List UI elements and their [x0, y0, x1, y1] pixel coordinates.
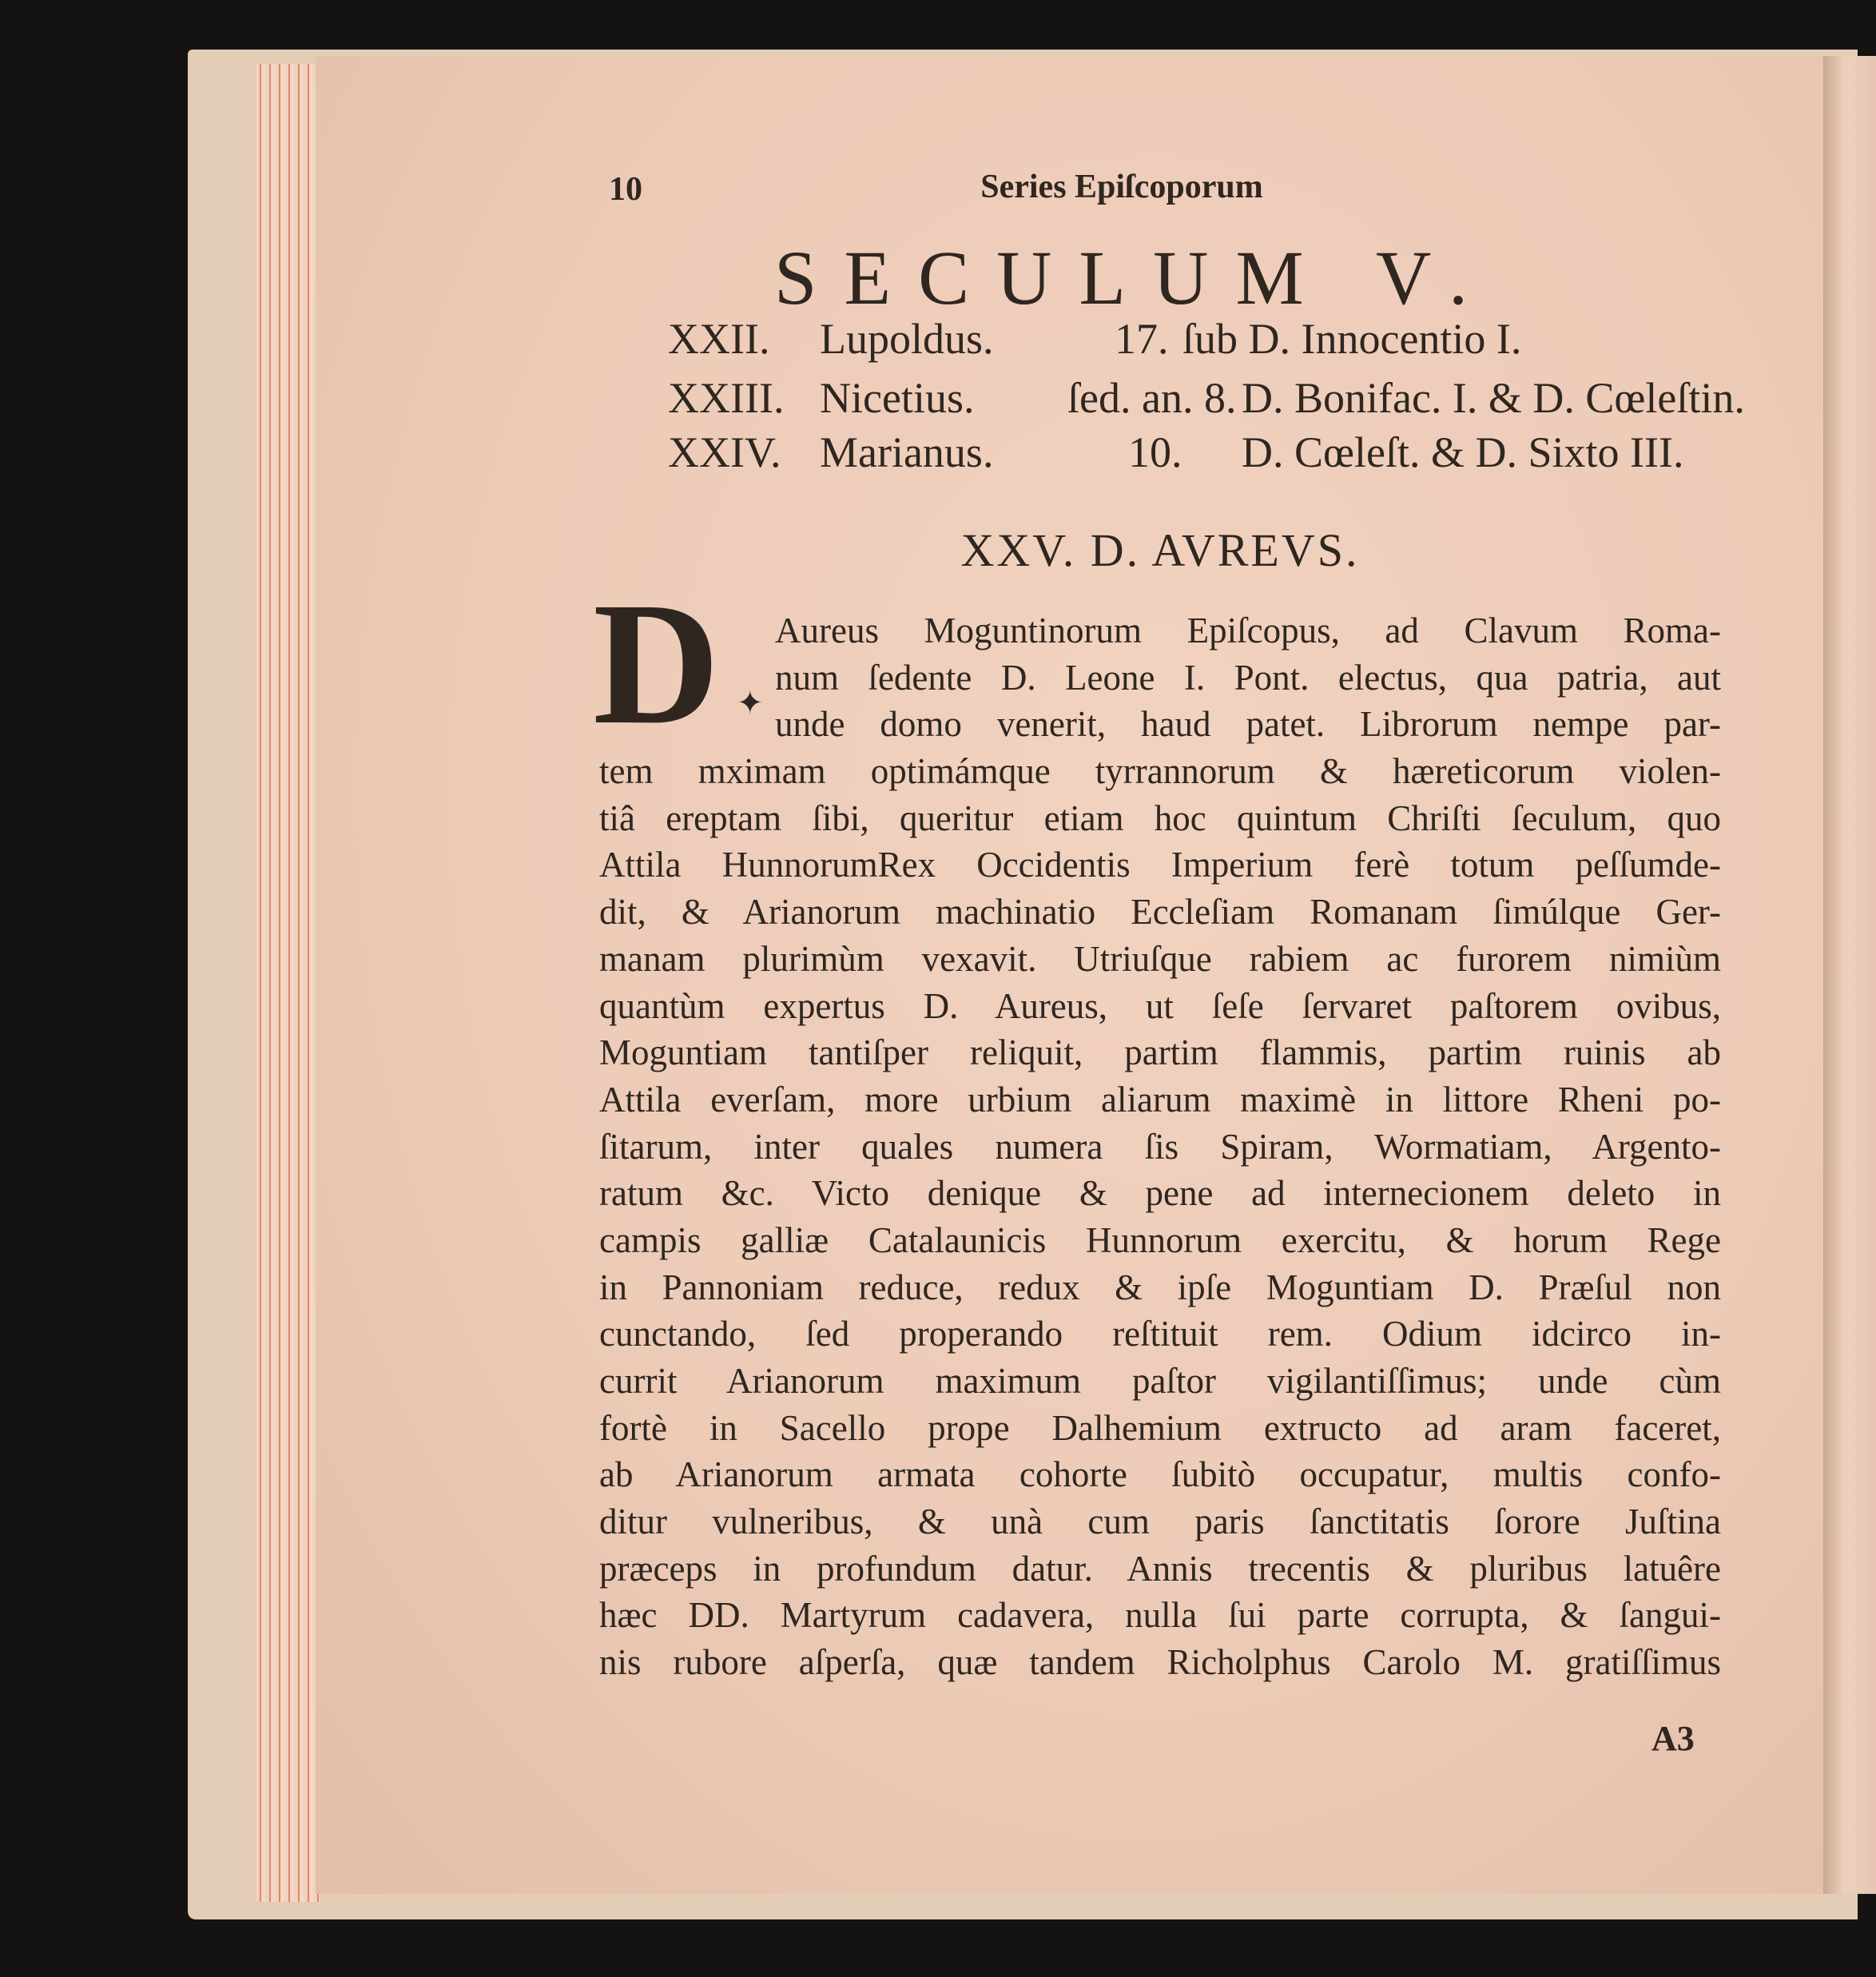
bishop-years: 17. [1115, 315, 1169, 363]
page-edges [256, 64, 320, 1902]
section-heading: XXV. D. AVREVS. [960, 524, 1360, 576]
bishop-numeral: XXIV. [668, 428, 781, 476]
text-line: Attila HunnorumRex Occidentis Imperium ferè totum peſſumde- [599, 845, 1721, 885]
text-line: hæc DD. Martyrum cadavera, nulla ſui parte corrupta, & ſangui- [599, 1595, 1721, 1636]
bishop-pope: D. Cœleſt. & D. Sixto III. [1242, 428, 1684, 476]
text-line: unde domo venerit, haud patet. Librorum nempe par- [775, 704, 1721, 745]
bishop-pope: D. Bonifac. I. & D. Cœleſtin. [1242, 374, 1745, 422]
text-line: fortè in Sacello prope Dalhemium extructo ad aram faceret, [599, 1407, 1721, 1448]
text-line: ab Arianorum armata cohorte ſubitò occupatur, multis confo- [599, 1454, 1721, 1495]
text-line: ratum &c. Victo denique & pene ad internecionem deleto in [599, 1173, 1721, 1214]
signature-mark: A3 [1651, 1719, 1695, 1758]
bishop-name: Lupoldus. [820, 315, 994, 363]
bishop-numeral: XXIII. [668, 374, 785, 422]
running-title: Series Epiſcoporum [980, 169, 1263, 205]
bishop-numeral: XXII. [668, 315, 770, 363]
facing-page-edge [1823, 56, 1876, 1894]
page-title: SECULUM V. [774, 235, 1495, 320]
drop-cap: D [593, 566, 720, 761]
text-line: dit, & Arianorum machinatio Eccleſiam Romanam ſimúlque Ger- [599, 892, 1721, 933]
text-line: nis rubore aſperſa, quæ tandem Richolphus Carolo M. gratiſſimus [599, 1642, 1721, 1683]
fleuron-icon: ✦ [737, 685, 764, 721]
text-line: manam plurimùm vexavit. Utriuſque rabiem ac furorem nimiùm [599, 938, 1721, 979]
text-line: tiâ ereptam ſibi, queritur etiam hoc quintum Chriſti ſeculum, quo [599, 798, 1721, 838]
text-line: ſitarum, inter quales numera ſis Spiram, Wormatiam, Argento- [599, 1126, 1721, 1167]
bishop-pope: ſub D. Innocentio I. [1182, 315, 1522, 363]
bishop-years: ſed. an. 8. [1067, 374, 1237, 422]
text-line: præceps in profundum datur. Annis trecentis & pluribus latuêre [599, 1548, 1721, 1589]
text-line: Attila everſam, more urbium aliarum maximè in littore Rheni po- [599, 1079, 1721, 1120]
text-line: cunctando, ſed properando reſtituit rem. Odium idcirco in- [599, 1314, 1721, 1354]
text-line: in Pannoniam reduce, redux & ipſe Moguntiam D. Præſul non [599, 1267, 1721, 1307]
text-line: num ſedente D. Leone I. Pont. electus, qua patria, aut [775, 657, 1721, 698]
body-text [599, 607, 1721, 1686]
text-line: campis galliæ Catalaunicis Hunnorum exercitu, & horum Rege [599, 1219, 1721, 1260]
bishop-name: Nicetius. [820, 374, 975, 422]
text-line: tem mximam optimámque tyrrannorum & hæreticorum violen- [599, 751, 1721, 792]
text-line: Moguntiam tantiſper reliquit, partim flammis, partim ruinis ab [599, 1032, 1721, 1073]
text-line: currit Arianorum maximum paſtor vigilantiſſimus; unde cùm [599, 1361, 1721, 1401]
text-line: ditur vulneribus, & unà cum paris ſanctitatis ſorore Juſtina [599, 1502, 1721, 1542]
text-line: Aureus Moguntinorum Epiſcopus, ad Clavum Roma- [775, 611, 1721, 650]
bishop-years: 10. [1128, 428, 1182, 476]
page-number: 10 [609, 171, 642, 208]
text-line: quantùm expertus D. Aureus, ut ſeſe ſervaret paſtorem ovibus, [599, 985, 1721, 1026]
bishop-name: Marianus. [820, 428, 994, 476]
